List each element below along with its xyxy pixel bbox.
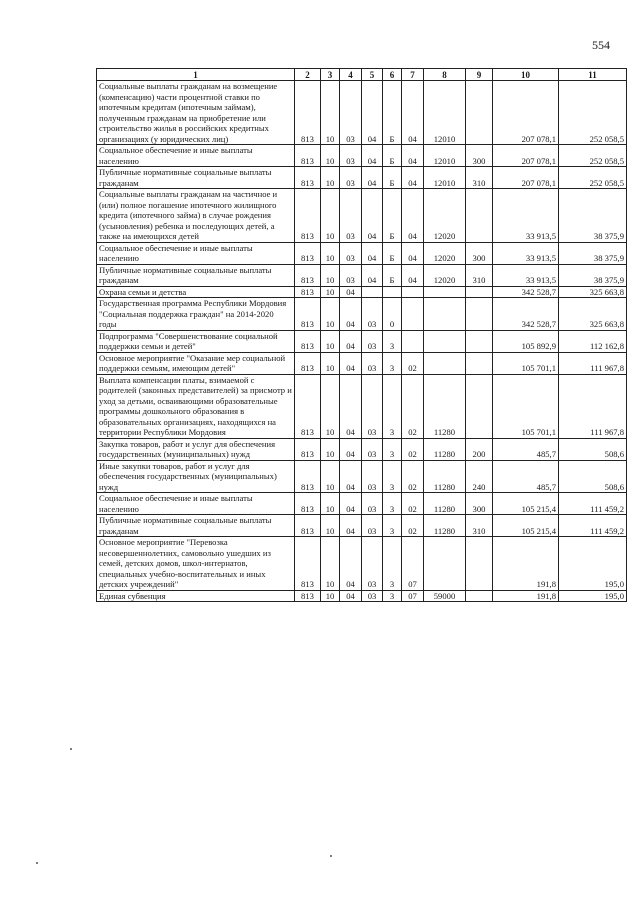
cell-c6: Б: [383, 264, 402, 286]
cell-c10: 485,7: [493, 438, 559, 460]
cell-c9: [466, 352, 493, 374]
cell-c3: 10: [321, 352, 340, 374]
table-header-row: [97, 69, 627, 81]
cell-c11: 252 058,5: [559, 81, 627, 145]
row-name-cell: Социальное обеспечение и иные выплаты населению: [97, 493, 295, 515]
table-row: [97, 286, 627, 298]
cell-c3: 10: [321, 145, 340, 167]
cell-c6: 3: [383, 438, 402, 460]
cell-c7: 02: [402, 352, 424, 374]
cell-c2: 813: [295, 298, 321, 331]
cell-c4: 03: [340, 264, 362, 286]
column-header: 2: [295, 69, 321, 81]
cell-c3: 10: [321, 81, 340, 145]
cell-c6: Б: [383, 189, 402, 243]
cell-c8: 12020: [424, 242, 466, 264]
cell-c4: 04: [340, 537, 362, 591]
cell-c4: 03: [340, 242, 362, 264]
cell-c9: 310: [466, 515, 493, 537]
row-name-cell: Охрана семьи и детства: [97, 286, 295, 298]
cell-c4: 04: [340, 460, 362, 493]
table-row: [97, 145, 627, 167]
cell-c7: 04: [402, 189, 424, 243]
cell-c7: [402, 298, 424, 331]
cell-c4: 03: [340, 167, 362, 189]
cell-c6: 3: [383, 460, 402, 493]
cell-c2: 813: [295, 374, 321, 438]
cell-c6: 3: [383, 374, 402, 438]
cell-c3: 10: [321, 189, 340, 243]
cell-c2: 813: [295, 81, 321, 145]
cell-c9: 300: [466, 493, 493, 515]
cell-c5: 03: [362, 537, 383, 591]
cell-c3: 10: [321, 493, 340, 515]
cell-c5: 03: [362, 590, 383, 602]
cell-c9: [466, 537, 493, 591]
cell-c10: 33 913,5: [493, 264, 559, 286]
cell-c7: [402, 330, 424, 352]
cell-c8: 11280: [424, 438, 466, 460]
cell-c5: 03: [362, 374, 383, 438]
cell-c8: 12010: [424, 167, 466, 189]
column-header: 8: [424, 69, 466, 81]
row-name-cell: Социальные выплаты гражданам на возмещение (компенсацию) части процентной ставки по ипотечным кредитам (ипотечным займам), полученным гражданам на приобретение или строительство жилья в российских кредитных организациях (у юридических лиц): [97, 81, 295, 145]
budget-table: [96, 68, 627, 602]
row-name-cell: Социальное обеспечение и иные выплаты населению: [97, 145, 295, 167]
cell-c7: [402, 286, 424, 298]
column-header: 9: [466, 69, 493, 81]
cell-c11: 325 663,8: [559, 298, 627, 331]
cell-c5: 03: [362, 493, 383, 515]
column-header: 11: [559, 69, 627, 81]
cell-c8: 11280: [424, 374, 466, 438]
cell-c5: 04: [362, 145, 383, 167]
row-name-cell: Основное мероприятие "Перевозка несовершеннолетних, самовольно ушедших из семей, детских домов, школ-интернатов, специальных учебно-воспитательных и иных детских учреждений": [97, 537, 295, 591]
cell-c11: 111 967,8: [559, 374, 627, 438]
cell-c3: 10: [321, 374, 340, 438]
cell-c7: 02: [402, 374, 424, 438]
cell-c5: [362, 286, 383, 298]
cell-c4: 04: [340, 330, 362, 352]
cell-c2: 813: [295, 286, 321, 298]
cell-c5: 04: [362, 264, 383, 286]
cell-c11: 508,6: [559, 438, 627, 460]
column-header: 3: [321, 69, 340, 81]
cell-c2: 813: [295, 189, 321, 243]
cell-c10: 105 701,1: [493, 374, 559, 438]
cell-c10: 207 078,1: [493, 81, 559, 145]
row-name-cell: Государственная программа Республики Мордовия "Социальная поддержка граждан" на 2014-2020 годы: [97, 298, 295, 331]
cell-c3: 10: [321, 286, 340, 298]
cell-c4: 04: [340, 298, 362, 331]
cell-c3: 10: [321, 167, 340, 189]
cell-c11: 111 967,8: [559, 352, 627, 374]
cell-c10: 485,7: [493, 460, 559, 493]
cell-c8: 12010: [424, 81, 466, 145]
table-row: [97, 189, 627, 243]
cell-c9: [466, 590, 493, 602]
row-name-cell: Иные закупки товаров, работ и услуг для обеспечения государственных (муниципальных) нужд: [97, 460, 295, 493]
table-row: [97, 374, 627, 438]
cell-c10: 105 701,1: [493, 352, 559, 374]
cell-c2: 813: [295, 493, 321, 515]
scan-speck: [70, 748, 72, 750]
cell-c6: 3: [383, 330, 402, 352]
cell-c4: 04: [340, 438, 362, 460]
cell-c9: 310: [466, 167, 493, 189]
cell-c2: 813: [295, 438, 321, 460]
cell-c9: [466, 81, 493, 145]
table-row: [97, 590, 627, 602]
cell-c7: 04: [402, 242, 424, 264]
cell-c5: 04: [362, 189, 383, 243]
cell-c8: [424, 537, 466, 591]
cell-c8: 59000: [424, 590, 466, 602]
cell-c9: [466, 286, 493, 298]
row-name-cell: Публичные нормативные социальные выплаты гражданам: [97, 264, 295, 286]
cell-c11: 38 375,9: [559, 189, 627, 243]
cell-c5: 03: [362, 330, 383, 352]
cell-c6: Б: [383, 81, 402, 145]
cell-c3: 10: [321, 438, 340, 460]
cell-c5: 04: [362, 242, 383, 264]
cell-c7: 04: [402, 145, 424, 167]
cell-c2: 813: [295, 264, 321, 286]
cell-c8: 11280: [424, 515, 466, 537]
cell-c5: 03: [362, 298, 383, 331]
table-row: [97, 537, 627, 591]
table-body: [97, 81, 627, 602]
page-number: 554: [592, 38, 610, 52]
cell-c7: 04: [402, 167, 424, 189]
cell-c7: 02: [402, 438, 424, 460]
cell-c10: 33 913,5: [493, 189, 559, 243]
cell-c4: 04: [340, 286, 362, 298]
cell-c10: 105 215,4: [493, 515, 559, 537]
cell-c6: 3: [383, 537, 402, 591]
cell-c4: 03: [340, 81, 362, 145]
cell-c10: 191,8: [493, 537, 559, 591]
cell-c6: Б: [383, 242, 402, 264]
row-name-cell: Публичные нормативные социальные выплаты гражданам: [97, 167, 295, 189]
cell-c8: [424, 286, 466, 298]
cell-c8: [424, 330, 466, 352]
cell-c7: 02: [402, 515, 424, 537]
table-row: [97, 264, 627, 286]
cell-c5: 03: [362, 460, 383, 493]
table-row: [97, 242, 627, 264]
cell-c6: 0: [383, 298, 402, 331]
cell-c11: 112 162,8: [559, 330, 627, 352]
table-row: [97, 493, 627, 515]
cell-c4: 03: [340, 145, 362, 167]
cell-c5: 03: [362, 515, 383, 537]
cell-c5: 04: [362, 81, 383, 145]
cell-c8: 12020: [424, 189, 466, 243]
row-name-cell: Социальное обеспечение и иные выплаты населению: [97, 242, 295, 264]
cell-c10: 105 892,9: [493, 330, 559, 352]
table-row: [97, 167, 627, 189]
cell-c3: 10: [321, 590, 340, 602]
table-row: [97, 438, 627, 460]
table-row: [97, 515, 627, 537]
cell-c11: 325 663,8: [559, 286, 627, 298]
cell-c7: 02: [402, 460, 424, 493]
cell-c11: 252 058,5: [559, 145, 627, 167]
table-row: [97, 330, 627, 352]
cell-c7: 04: [402, 264, 424, 286]
cell-c7: 04: [402, 81, 424, 145]
row-name-cell: Основное мероприятие "Оказание мер социальной поддержки семьям, имеющим детей": [97, 352, 295, 374]
cell-c10: 105 215,4: [493, 493, 559, 515]
cell-c2: 813: [295, 590, 321, 602]
cell-c9: [466, 189, 493, 243]
cell-c8: [424, 298, 466, 331]
cell-c2: 813: [295, 352, 321, 374]
row-name-cell: Социальные выплаты гражданам на частичное и (или) полное погашение ипотечного жилищного кредита (ипотечного займа) в случае рождения (усыновления) ребенка и последующих детей, а также на имеющихся детей: [97, 189, 295, 243]
cell-c10: 207 078,1: [493, 167, 559, 189]
cell-c6: 3: [383, 352, 402, 374]
row-name-cell: Публичные нормативные социальные выплаты гражданам: [97, 515, 295, 537]
cell-c8: 12020: [424, 264, 466, 286]
row-name-cell: Выплата компенсации платы, взимаемой с родителей (законных представителей) за присмотр и уход за детьми, осваивающими образовательные программы дошкольного образования в образовательных организациях, находящихся на территории Республики Мордовия: [97, 374, 295, 438]
cell-c3: 10: [321, 330, 340, 352]
cell-c2: 813: [295, 460, 321, 493]
cell-c4: 04: [340, 374, 362, 438]
cell-c9: 200: [466, 438, 493, 460]
cell-c11: 38 375,9: [559, 264, 627, 286]
cell-c3: 10: [321, 264, 340, 286]
cell-c3: 10: [321, 242, 340, 264]
table-row: [97, 352, 627, 374]
cell-c4: 03: [340, 189, 362, 243]
row-name-cell: Закупка товаров, работ и услуг для обеспечения государственных (муниципальных) нужд: [97, 438, 295, 460]
table-row: [97, 81, 627, 145]
cell-c9: 240: [466, 460, 493, 493]
cell-c3: 10: [321, 298, 340, 331]
cell-c6: 3: [383, 590, 402, 602]
cell-c11: 38 375,9: [559, 242, 627, 264]
cell-c5: 03: [362, 438, 383, 460]
cell-c11: 195,0: [559, 537, 627, 591]
cell-c10: 342 528,7: [493, 298, 559, 331]
cell-c8: [424, 352, 466, 374]
cell-c9: [466, 330, 493, 352]
cell-c3: 10: [321, 537, 340, 591]
scan-speck: [36, 862, 38, 864]
cell-c6: [383, 286, 402, 298]
cell-c2: 813: [295, 515, 321, 537]
cell-c10: 342 528,7: [493, 286, 559, 298]
cell-c10: 207 078,1: [493, 145, 559, 167]
cell-c11: 252 058,5: [559, 167, 627, 189]
cell-c11: 508,6: [559, 460, 627, 493]
cell-c9: 310: [466, 264, 493, 286]
cell-c11: 195,0: [559, 590, 627, 602]
scan-speck: [330, 855, 332, 857]
cell-c4: 04: [340, 590, 362, 602]
cell-c2: 813: [295, 145, 321, 167]
column-header: 10: [493, 69, 559, 81]
table-row: [97, 298, 627, 331]
cell-c3: 10: [321, 460, 340, 493]
row-name-cell: Подпрограмма "Совершенствование социальной поддержки семьи и детей": [97, 330, 295, 352]
cell-c10: 33 913,5: [493, 242, 559, 264]
cell-c2: 813: [295, 167, 321, 189]
column-header: 1: [97, 69, 295, 81]
column-header: 4: [340, 69, 362, 81]
cell-c8: 11280: [424, 493, 466, 515]
cell-c9: 300: [466, 242, 493, 264]
cell-c2: 813: [295, 242, 321, 264]
cell-c4: 04: [340, 352, 362, 374]
cell-c7: 07: [402, 590, 424, 602]
cell-c11: 111 459,2: [559, 493, 627, 515]
cell-c4: 04: [340, 515, 362, 537]
cell-c9: 300: [466, 145, 493, 167]
cell-c10: 191,8: [493, 590, 559, 602]
cell-c9: [466, 374, 493, 438]
column-header: 5: [362, 69, 383, 81]
cell-c6: Б: [383, 145, 402, 167]
column-header: 6: [383, 69, 402, 81]
table-row: [97, 460, 627, 493]
cell-c3: 10: [321, 515, 340, 537]
cell-c4: 04: [340, 493, 362, 515]
cell-c5: 03: [362, 352, 383, 374]
cell-c2: 813: [295, 537, 321, 591]
cell-c11: 111 459,2: [559, 515, 627, 537]
cell-c8: 11280: [424, 460, 466, 493]
row-name-cell: Единая субвенция: [97, 590, 295, 602]
column-header: 7: [402, 69, 424, 81]
cell-c5: 04: [362, 167, 383, 189]
cell-c8: 12010: [424, 145, 466, 167]
cell-c6: Б: [383, 167, 402, 189]
cell-c7: 02: [402, 493, 424, 515]
cell-c9: [466, 298, 493, 331]
cell-c2: 813: [295, 330, 321, 352]
cell-c6: 3: [383, 515, 402, 537]
cell-c7: 07: [402, 537, 424, 591]
cell-c6: 3: [383, 493, 402, 515]
